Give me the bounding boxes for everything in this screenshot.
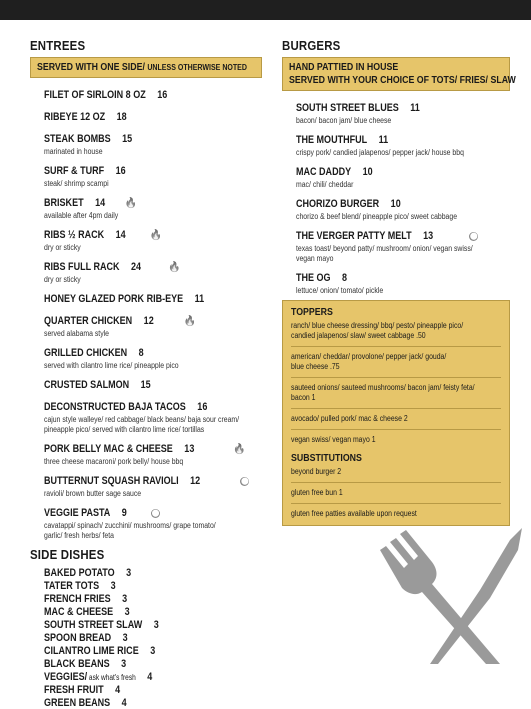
- topper-line: ranch/ blue cheese dressing/ bbq/ pesto/ pineapple pico/: [291, 321, 464, 330]
- menu-item: [296, 130, 510, 158]
- menu-item-name: GRILLED CHICKEN: [44, 347, 128, 359]
- entrees-title: ENTREES: [30, 38, 86, 53]
- menu-item-name: BRISKET: [44, 197, 84, 209]
- menu-item-price: 14: [115, 229, 126, 241]
- entrees-column: [30, 38, 262, 709]
- menu-item: [296, 268, 510, 296]
- side-item: [44, 683, 262, 696]
- menu-item-price: 8: [138, 347, 144, 359]
- side-item-price: 3: [153, 619, 159, 631]
- menu-item-price: 10: [390, 198, 401, 210]
- menu-item-title: [44, 229, 126, 242]
- divider: [291, 408, 501, 409]
- side-item: [44, 670, 262, 683]
- menu-item-desc: served alabama style: [44, 329, 110, 338]
- topper-line: gluten free bun 1: [291, 488, 343, 497]
- side-item-title: [44, 568, 131, 579]
- side-item-title: [44, 581, 116, 592]
- menu-item-price: 24: [130, 261, 142, 273]
- substitutions-groups: [291, 467, 501, 519]
- topper-line: beyond burger 2: [291, 467, 342, 476]
- menu-item-desc: garlic/ fresh herbs/ feta: [44, 531, 114, 540]
- flame-icon: 🔥: [168, 262, 181, 273]
- menu-item-title: [44, 261, 141, 274]
- menu-item-name: SURF & TURF: [44, 165, 105, 177]
- menu-item-name: RIBS FULL RACK: [44, 261, 120, 273]
- side-item-title: [44, 672, 152, 683]
- menu-item: [44, 289, 262, 307]
- burgers-band-line1: HAND PATTIED IN HOUSE: [289, 62, 399, 73]
- menu-item-price: 14: [95, 197, 106, 209]
- menu-item-title: [296, 230, 433, 243]
- menu-item-name: THE MOUTHFUL: [296, 134, 368, 146]
- side-item-price: 3: [122, 632, 128, 644]
- menu-item-price: 12: [190, 475, 201, 487]
- flame-icon: 🔥: [149, 230, 163, 241]
- menu-item-title: [44, 315, 154, 328]
- side-item: [44, 644, 262, 657]
- topper-line: blue cheese .75: [291, 362, 340, 371]
- substitutions-title: SUBSTITUTIONS: [291, 453, 362, 464]
- fork-knife-icon: [360, 520, 531, 664]
- menu-item-desc: three cheese macaroni/ pork belly/ house bbq: [44, 457, 184, 466]
- menu-item-price: 15: [122, 133, 133, 145]
- menu-item-name: VEGGIE PASTA: [44, 507, 111, 519]
- burgers-list: [282, 98, 510, 296]
- topper-line: vegan swiss/ vegan mayo 1: [291, 435, 376, 444]
- menu-item: [44, 375, 262, 393]
- entrees-band-small: UNLESS OTHERWISE NOTED: [147, 63, 247, 72]
- menu-item: [44, 439, 262, 467]
- menu-item-title: [44, 401, 207, 414]
- menu-item-name: CRUSTED SALMON: [44, 379, 130, 391]
- divider: [291, 503, 501, 504]
- menu-item-price: 11: [194, 293, 205, 305]
- flame-icon: 🔥: [183, 316, 197, 327]
- menu-item: [44, 107, 262, 125]
- side-item-title: [44, 607, 130, 618]
- burgers-band-line2: SERVED WITH YOUR CHOICE OF TOTS/ FRIES/ SLAW: [289, 75, 516, 86]
- menu-item-name: SOUTH STREET BLUES: [296, 102, 399, 114]
- menu-item-desc: dry or sticky: [44, 275, 81, 284]
- burgers-title: BURGERS: [282, 38, 341, 53]
- menu-item-desc: available after 4pm daily: [44, 211, 119, 220]
- menu-item-name: THE VERGER PATTY MELT: [296, 230, 412, 242]
- menu-item: [44, 129, 262, 157]
- menu-item-name: BUTTERNUT SQUASH RAVIOLI: [44, 475, 179, 487]
- entrees-list: [30, 85, 262, 541]
- menu-item-desc: texas toast/ beyond patty/ mushroom/ onion/ vegan swiss/: [296, 244, 473, 253]
- menu-item-title: [44, 89, 167, 102]
- menu-item-desc: crispy pork/ candied jalapenos/ pepper jack/ house bbq: [296, 148, 464, 157]
- menu-item-name: FILET OF SIRLOIN 8 OZ: [44, 89, 146, 101]
- toppers-panel: [282, 300, 510, 526]
- side-item-name: SOUTH STREET SLAW: [44, 619, 143, 631]
- menu-item-name: MAC DADDY: [296, 166, 352, 178]
- side-item-name: BAKED POTATO: [44, 567, 115, 579]
- side-item: [44, 566, 262, 579]
- side-item-name: VEGGIES/: [44, 671, 88, 683]
- menu-item: [44, 343, 262, 371]
- side-item: [44, 696, 262, 709]
- burgers-band: [282, 57, 516, 91]
- menu-item-title: [44, 165, 126, 178]
- menu-item-name: RIBS ½ RACK: [44, 229, 105, 241]
- menu-item-title: [44, 111, 127, 124]
- side-item-name: FRESH FRUIT: [44, 684, 104, 696]
- menu-item-desc: mac/ chili/ cheddar: [296, 180, 354, 189]
- menu-item: [296, 98, 510, 126]
- gluten-free-icon: ⬤: [469, 233, 478, 240]
- side-item-price: 4: [115, 684, 121, 696]
- menu-item: [44, 193, 262, 221]
- menu-item-price: 15: [140, 379, 151, 391]
- sides-title: SIDE DISHES: [30, 547, 105, 562]
- side-item-price: 3: [122, 593, 128, 605]
- top-bar: [0, 0, 531, 20]
- divider: [291, 346, 501, 347]
- side-item-title: [44, 698, 127, 709]
- menu-item-title: [296, 272, 347, 285]
- menu-item-desc: vegan mayo: [296, 254, 334, 263]
- side-item-title: [44, 633, 128, 644]
- menu-item-name: QUARTER CHICKEN: [44, 315, 133, 327]
- menu-item-title: [296, 198, 401, 211]
- menu-item: [44, 257, 262, 285]
- menu-item-title: [44, 379, 151, 392]
- side-item: [44, 592, 262, 605]
- flame-icon: 🔥: [233, 444, 246, 455]
- divider: [291, 429, 501, 430]
- menu-item-title: [44, 507, 127, 520]
- menu-item-name: HONEY GLAZED PORK RIB-EYE: [44, 293, 184, 305]
- menu-item-name: RIBEYE 12 OZ: [44, 111, 106, 123]
- menu-item-desc: steak/ shrimp scampi: [44, 179, 109, 188]
- menu-item-name: DECONSTRUCTED BAJA TACOS: [44, 401, 186, 413]
- topper-line: candied jalapenos/ slaw/ sweet cabbage .50: [291, 331, 426, 340]
- menu-item: [44, 161, 262, 189]
- side-item-price: 4: [147, 671, 153, 683]
- menu-item: [296, 162, 510, 190]
- menu-item-desc: ravioli/ brown butter sage sauce: [44, 489, 142, 498]
- entrees-band: [30, 57, 262, 78]
- menu-item-name: THE OG: [296, 272, 331, 284]
- menu-item: [44, 397, 262, 435]
- menu-item-price: 16: [115, 165, 126, 177]
- side-item-name: GREEN BEANS: [44, 697, 111, 709]
- side-item-price: 3: [121, 658, 127, 670]
- side-item: [44, 579, 262, 592]
- topper-line: bacon 1: [291, 393, 316, 402]
- divider: [291, 482, 501, 483]
- menu-item-desc: dry or sticky: [44, 243, 81, 252]
- menu-item-title: [44, 347, 144, 360]
- topper-line: american/ cheddar/ provolone/ pepper jack/ gouda/: [291, 352, 447, 361]
- toppers-groups: [291, 321, 501, 445]
- menu-item-title: [44, 197, 105, 210]
- side-item-price: 3: [110, 580, 116, 592]
- menu-item-desc: cajun style walleye/ red cabbage/ black beans/ baja sour cream/: [44, 415, 240, 424]
- side-item-name: FRENCH FRIES: [44, 593, 111, 605]
- menu-item-title: [44, 293, 204, 306]
- side-item-note: ask what's fresh: [87, 673, 136, 682]
- side-item-title: [44, 594, 127, 605]
- side-item-price: 3: [124, 606, 130, 618]
- menu-item-desc: served with cilantro lime rice/ pineapple pico: [44, 361, 179, 370]
- menu-item-title: [296, 134, 388, 147]
- menu-item-title: [44, 133, 132, 146]
- menu-item-title: [44, 443, 194, 456]
- menu-item-title: [296, 102, 420, 115]
- toppers-title: TOPPERS: [291, 307, 333, 318]
- menu-item-desc: pineapple pico/ served with cilantro lime rice/ tortillas: [44, 425, 205, 434]
- side-item-title: [44, 646, 155, 657]
- menu-item-price: 13: [423, 230, 434, 242]
- topper-line: avocado/ pulled pork/ mac & cheese 2: [291, 414, 408, 423]
- menu-item-price: 8: [342, 272, 348, 284]
- menu-item-title: [44, 475, 200, 488]
- gluten-free-icon: ⬤: [241, 478, 249, 485]
- menu-item-price: 18: [116, 111, 127, 123]
- burgers-column: [282, 38, 516, 526]
- sides-list: [30, 566, 262, 709]
- menu-item-price: 12: [143, 315, 154, 327]
- side-item-price: 3: [150, 645, 156, 657]
- side-item: [44, 618, 262, 631]
- menu-item: [44, 85, 262, 103]
- menu-item-desc: lettuce/ onion/ tomato/ pickle: [296, 286, 384, 295]
- side-item: [44, 605, 262, 618]
- flame-icon: 🔥: [124, 198, 137, 209]
- menu-item-desc: cavatappi/ spinach/ zucchini/ mushrooms/ grape tomato/: [44, 521, 216, 530]
- side-item-name: SPOON BREAD: [44, 632, 112, 644]
- side-item-title: [44, 620, 159, 631]
- menu-item-price: 16: [197, 401, 208, 413]
- menu-item: [44, 503, 262, 541]
- side-item-name: TATER TOTS: [44, 580, 100, 592]
- side-item-name: CILANTRO LIME RICE: [44, 645, 139, 657]
- topper-line: sauteed onions/ sauteed mushrooms/ bacon jam/ feisty feta/: [291, 383, 475, 392]
- side-item-name: MAC & CHEESE: [44, 606, 114, 618]
- menu-item: [44, 225, 262, 253]
- menu-item: [44, 471, 262, 499]
- menu-item-price: 9: [121, 507, 127, 519]
- side-item-price: 4: [121, 697, 127, 709]
- menu-item-name: CHORIZO BURGER: [296, 198, 380, 210]
- menu-item-price: 11: [378, 134, 389, 146]
- menu-item-desc: marinated in house: [44, 147, 103, 156]
- menu-item-desc: chorizo & beef blend/ pineapple pico/ sweet cabbage: [296, 212, 458, 221]
- menu-item: [44, 311, 262, 339]
- menu-item-price: 11: [410, 102, 420, 114]
- gluten-free-icon: ⬤: [151, 510, 160, 517]
- entrees-band-main: SERVED WITH ONE SIDE/: [37, 62, 148, 73]
- divider: [291, 377, 501, 378]
- menu-item-price: 16: [157, 89, 168, 101]
- menu-item-desc: bacon/ bacon jam/ blue cheese: [296, 116, 392, 125]
- menu-item-name: STEAK BOMBS: [44, 133, 111, 145]
- menu-item: [296, 194, 510, 222]
- side-item-price: 3: [126, 567, 132, 579]
- menu-item: [296, 226, 510, 264]
- side-item-title: [44, 659, 126, 670]
- menu-item-name: PORK BELLY MAC & CHEESE: [44, 443, 173, 455]
- side-item-name: BLACK BEANS: [44, 658, 110, 670]
- menu-item-title: [296, 166, 373, 179]
- topper-line: gluten free patties available upon request: [291, 509, 417, 518]
- side-item: [44, 631, 262, 644]
- menu-item-price: 10: [362, 166, 373, 178]
- side-item-title: [44, 685, 120, 696]
- menu-item-price: 13: [184, 443, 195, 455]
